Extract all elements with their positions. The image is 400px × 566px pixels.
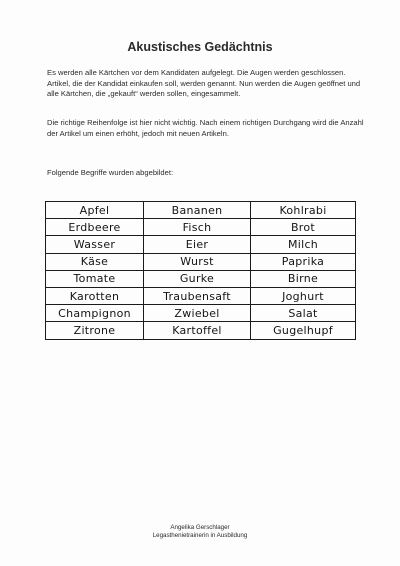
table-row xyxy=(46,270,356,287)
table-row xyxy=(46,287,356,304)
word-cell: Milch xyxy=(251,236,356,253)
word-cell: Tomate xyxy=(46,270,144,287)
shown-items-label: Folgende Begriffe wurden abgebildet: xyxy=(47,168,174,177)
word-cell: Fisch xyxy=(144,219,251,236)
table-row xyxy=(46,219,356,236)
word-cell: Kohlrabi xyxy=(251,202,356,219)
word-table xyxy=(45,201,356,340)
table-row xyxy=(46,305,356,322)
instruction-paragraph-1: Es werden alle Kärtchen vor dem Kandidaten aufgelegt. Die Augen werden geschlossen. Artikel, die der Kandidat einkaufen soll, werden genannt. Nun werden die Augen geöffnet und alle Kärtchen, die „gekauft“ werden sollen, eingesammelt. xyxy=(47,68,361,99)
word-cell: Gurke xyxy=(144,270,251,287)
word-cell: Traubensaft xyxy=(144,287,251,304)
word-cell: Erdbeere xyxy=(46,219,144,236)
word-cell: Paprika xyxy=(251,253,356,270)
table-row xyxy=(46,236,356,253)
instruction-paragraph-2: Die richtige Reihenfolge ist hier nicht wichtig. Nach einem richtigen Durchgang wird die Anzahl der Artikel um einen erhöht, jedoch mit neuen Artikeln. xyxy=(47,118,364,138)
word-cell: Apfel xyxy=(46,202,144,219)
word-cell: Brot xyxy=(251,219,356,236)
table-row xyxy=(46,322,356,339)
footer-author: Angelika Gerschlager xyxy=(170,524,230,531)
word-cell: Zitrone xyxy=(46,322,144,339)
word-cell: Käse xyxy=(46,253,144,270)
word-cell: Zwiebel xyxy=(144,305,251,322)
word-cell: Kartoffel xyxy=(144,322,251,339)
word-cell: Champignon xyxy=(46,305,144,322)
word-cell: Joghurt xyxy=(251,287,356,304)
word-cell: Birne xyxy=(251,270,356,287)
footer-role: Legasthenietrainerin in Ausbildung xyxy=(152,532,248,539)
word-cell: Wasser xyxy=(46,236,144,253)
word-cell: Bananen xyxy=(144,202,251,219)
table-row xyxy=(46,202,356,219)
word-cell: Gugelhupf xyxy=(251,322,356,339)
word-cell: Wurst xyxy=(144,253,251,270)
table-row xyxy=(46,253,356,270)
word-cell: Eier xyxy=(144,236,251,253)
word-cell: Karotten xyxy=(46,287,144,304)
word-cell: Salat xyxy=(251,305,356,322)
document-title: Akustisches Gedächtnis xyxy=(127,40,273,54)
